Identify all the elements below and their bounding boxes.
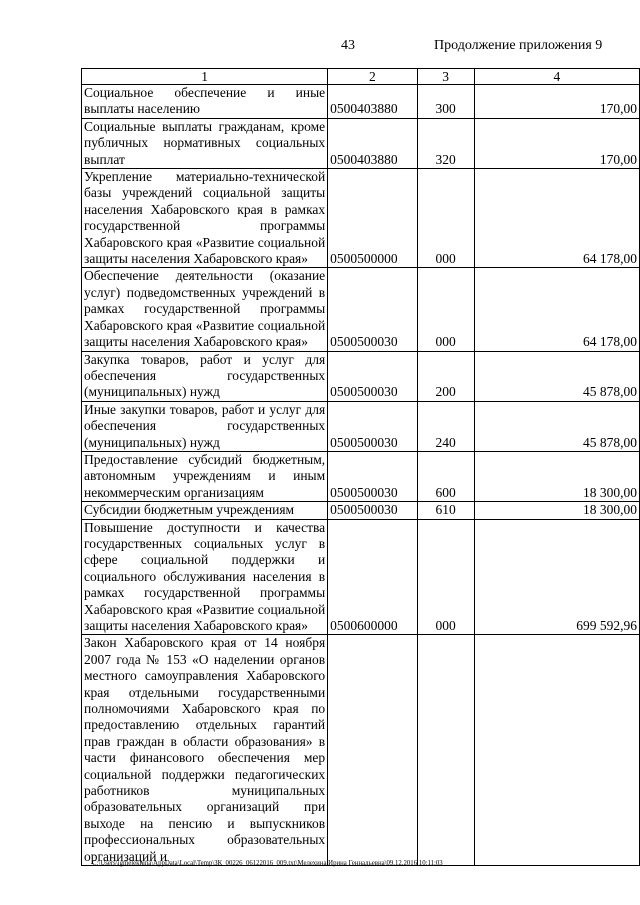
target-code-cell: 0500403880 xyxy=(328,118,417,168)
table-row xyxy=(82,351,640,401)
target-code-cell: 0500500030 xyxy=(328,401,417,451)
target-code-cell: 0500500030 xyxy=(328,268,417,351)
table-row xyxy=(82,502,640,519)
appendix-label: Продолжение приложения 9 xyxy=(434,38,603,53)
table-row xyxy=(82,519,640,635)
amount-cell: 45 878,00 xyxy=(474,351,639,401)
expense-type-cell: 600 xyxy=(417,451,474,501)
amount-cell: 699 592,96 xyxy=(474,519,639,635)
expense-type-cell: 240 xyxy=(417,401,474,451)
column-header-1: 1 xyxy=(82,69,328,85)
target-code-cell: 0500500030 xyxy=(328,502,417,519)
page-number: 43 xyxy=(341,38,355,53)
expense-type-cell xyxy=(417,635,474,866)
amount-cell xyxy=(474,635,639,866)
expense-type-cell: 000 xyxy=(417,169,474,268)
amount-cell: 45 878,00 xyxy=(474,401,639,451)
target-code-cell: 0500403880 xyxy=(328,85,417,119)
row-name-cell: Обеспечение деятельности (оказание услуг) подведомственных учреждений в рамках государственной программы Хабаровского края «Развитие социальной защиты населения Хабаровского края» xyxy=(82,268,328,351)
amount-cell: 18 300,00 xyxy=(474,502,639,519)
table-row xyxy=(82,85,640,119)
row-name-cell: Повышение доступности и качества государственных социальных услуг в сфере социальной поддержки и социального обслуживания населения в рамках государственной программы Хабаровского края «Развитие социальной защиты населения Хабаровского края» xyxy=(82,519,328,635)
target-code-cell: 0500500000 xyxy=(328,169,417,268)
target-code-cell: 0500500030 xyxy=(328,451,417,501)
row-name-cell: Укрепление материально-технической базы учреждений социальной защиты населения Хабаровского края в рамках государственной программы Хабаровского края «Развитие социальной защиты населения Хабаровского края» xyxy=(82,169,328,268)
row-name-cell: Иные закупки товаров, работ и услуг для обеспечения государственных (муниципальных) нужд xyxy=(82,401,328,451)
target-code-cell: 0500500030 xyxy=(328,351,417,401)
target-code-cell: 0500600000 xyxy=(328,519,417,635)
row-name-cell: Социальные выплаты гражданам, кроме публичных нормативных социальных выплат xyxy=(82,118,328,168)
amount-cell: 18 300,00 xyxy=(474,451,639,501)
column-header-4: 4 xyxy=(474,69,639,85)
table-row xyxy=(82,118,640,168)
expense-type-cell: 300 xyxy=(417,85,474,119)
table-row xyxy=(82,169,640,268)
row-name-cell: Социальное обеспечение и иные выплаты населению xyxy=(82,85,328,119)
expense-type-cell: 000 xyxy=(417,268,474,351)
expense-type-cell: 320 xyxy=(417,118,474,168)
expense-type-cell: 000 xyxy=(417,519,474,635)
amount-cell: 64 178,00 xyxy=(474,169,639,268)
expense-type-cell: 200 xyxy=(417,351,474,401)
target-code-cell xyxy=(328,635,417,866)
amount-cell: 64 178,00 xyxy=(474,268,639,351)
expense-type-cell: 610 xyxy=(417,502,474,519)
table-row xyxy=(82,401,640,451)
row-name-cell: Закупка товаров, работ и услуг для обеспечения государственных (муниципальных) нужд xyxy=(82,351,328,401)
column-header-2: 2 xyxy=(328,69,417,85)
file-path-footer: C:\Users\igmelekhina\AppData\Local\Temp\ЗК_00226_06122016_009.txt\Мелехина Ирина Геннадьевна\09.12.2016 10:11:03 xyxy=(92,860,443,867)
budget-table xyxy=(81,68,640,866)
row-name-cell: Предоставление субсидий бюджетным, автономным учреждениям и иным некоммерческим организациям xyxy=(82,451,328,501)
table-row xyxy=(82,451,640,501)
column-header-3: 3 xyxy=(417,69,474,85)
row-name-cell: Субсидии бюджетным учреждениям xyxy=(82,502,328,519)
table-row xyxy=(82,268,640,351)
amount-cell: 170,00 xyxy=(474,85,639,119)
table-row xyxy=(82,635,640,866)
amount-cell: 170,00 xyxy=(474,118,639,168)
table-header-row xyxy=(82,69,640,85)
row-name-cell: Закон Хабаровского края от 14 ноября 2007 года № 153 «О наделении органов местного самоуправления Хабаровского края отдельными государственными полномочиями Хабаровского края по предоставлению отдельных гарантий прав граждан в области образования» в части финансового обеспечения мер социальной поддержки педагогических работников муниципальных образовательных организаций при выходе на пенсию и выпускников профессиональных образовательных организаций и xyxy=(82,635,328,866)
